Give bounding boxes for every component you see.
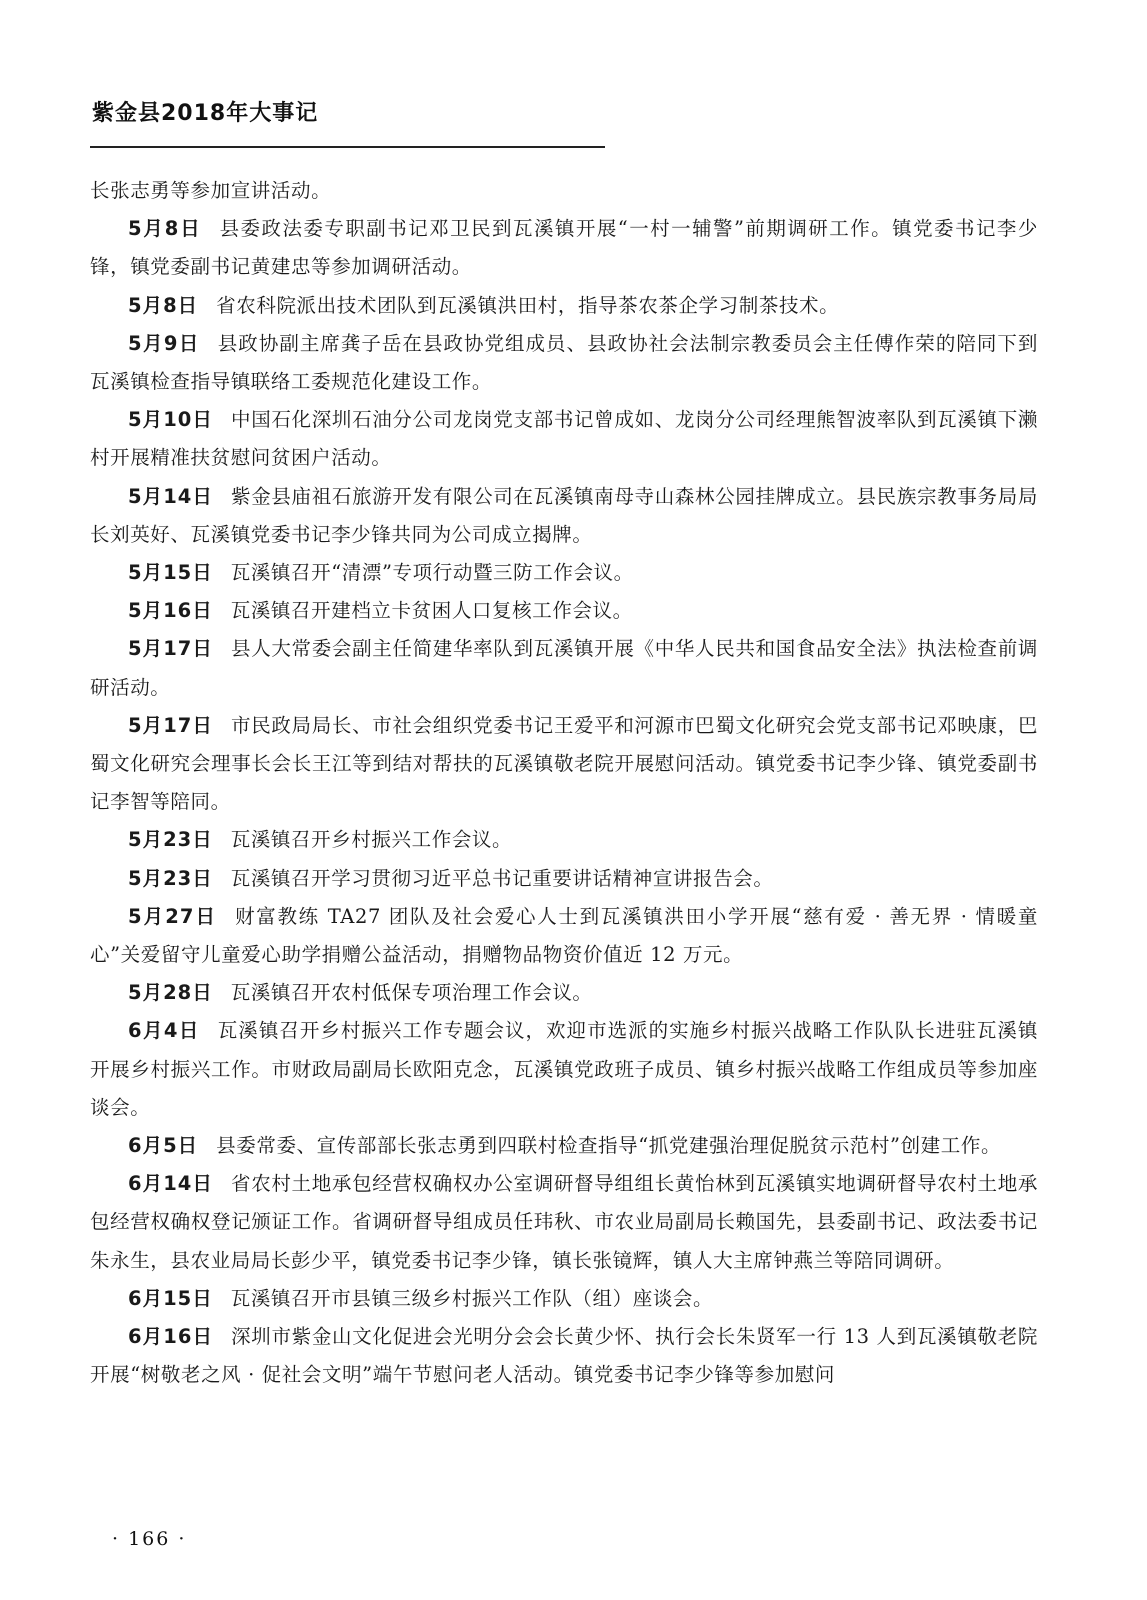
entry-date: 5月17日 bbox=[128, 637, 214, 661]
entry-date: 6月4日 bbox=[128, 1019, 200, 1043]
entry-text: 省农科院派出技术团队到瓦溪镇洪田村，指导茶农茶企学习制茶技术。 bbox=[216, 293, 840, 317]
entry-date: 5月14日 bbox=[128, 484, 214, 508]
entry-text: 县人大常委会副主任简建华率队到瓦溪镇开展《中华人民共和国食品安全法》执法检查前调研活动。 bbox=[90, 637, 1038, 699]
entry bbox=[90, 401, 1038, 477]
entry-text: 县政协副主席龚子岳在县政协党组成员、县政协社会法制宗教委员会主任傅作荣的陪同下到瓦溪镇检查指导镇联络工委规范化建设工作。 bbox=[90, 331, 1038, 394]
entry-date: 6月5日 bbox=[128, 1134, 199, 1158]
entry bbox=[90, 554, 1038, 592]
entry-date: 6月14日 bbox=[128, 1172, 214, 1196]
entry-date: 6月15日 bbox=[128, 1286, 213, 1310]
entry-text: 县委政法委专职副书记邓卫民到瓦溪镇开展“一村一辅警”前期调研工作。镇党委书记李少锋，镇党委副书记黄建忠等参加调研活动。 bbox=[90, 217, 1038, 279]
entry bbox=[90, 1280, 1038, 1318]
chronicle-body bbox=[90, 172, 1038, 1395]
entry-text: 瓦溪镇召开“清漂”专项行动暨三防工作会议。 bbox=[230, 561, 634, 585]
entry bbox=[90, 1165, 1038, 1280]
entry-text: 财富教练 TA27 团队及社会爱心人士到瓦溪镇洪田小学开展“慈有爱 · 善无界 · 情暖童心”关爱留守儿童爱心助学捐赠公益活动，捐赠物品物资价值近 12 万元。 bbox=[90, 904, 1038, 967]
entry-text: 瓦溪镇召开市县镇三级乡村振兴工作队（组）座谈会。 bbox=[230, 1286, 714, 1310]
entry-date: 6月16日 bbox=[128, 1325, 214, 1349]
entry-date: 5月15日 bbox=[128, 561, 213, 585]
entry-date: 5月8日 bbox=[128, 217, 202, 241]
entry-date: 5月23日 bbox=[128, 866, 213, 890]
entry bbox=[90, 1012, 1038, 1127]
entry bbox=[90, 287, 1038, 325]
continued-paragraph: 长张志勇等参加宣讲活动。 bbox=[90, 179, 332, 202]
header-rule bbox=[90, 146, 605, 148]
entry bbox=[90, 898, 1038, 974]
entry-date: 5月28日 bbox=[128, 981, 213, 1005]
entry bbox=[90, 592, 1038, 630]
entry-text: 瓦溪镇召开农村低保专项治理工作会议。 bbox=[230, 981, 593, 1005]
entry-text: 瓦溪镇召开学习贯彻习近平总书记重要讲话精神宣讲报告会。 bbox=[230, 866, 774, 890]
entry-text: 深圳市紫金山文化促进会光明分会会长黄少怀、执行会长朱贤军一行 13 人到瓦溪镇敬老院开展“树敬老之风 · 促社会文明”端午节慰问老人活动。镇党委书记李少锋等参加慰问 bbox=[90, 1325, 1038, 1387]
entry-date: 5月8日 bbox=[128, 293, 199, 317]
entry bbox=[90, 821, 1038, 859]
entry-text: 瓦溪镇召开建档立卡贫困人口复核工作会议。 bbox=[230, 599, 633, 623]
running-header: 紫金县2018年大事记 bbox=[92, 101, 319, 126]
entry bbox=[90, 860, 1038, 898]
entry bbox=[90, 210, 1038, 286]
entry-date: 5月27日 bbox=[128, 904, 218, 928]
entry-text: 省农村土地承包经营权确权办公室调研督导组组长黄怡林到瓦溪镇实地调研督导农村土地承包经营权确权登记颁证工作。省调研督导组成员任玮秋、市农业局副局长赖国先，县委副书记、政法委书记朱永生，县农业局局长彭少平，镇党委书记李少锋，镇长张镜辉，镇人大主席钟燕兰等陪同调研。 bbox=[90, 1172, 1038, 1272]
entry-date: 5月9日 bbox=[128, 331, 200, 355]
entry bbox=[90, 1318, 1038, 1394]
entry bbox=[90, 325, 1038, 401]
entry bbox=[90, 478, 1038, 554]
entry-date: 5月10日 bbox=[128, 408, 214, 432]
entry-text: 县委常委、宣传部部长张志勇到四联村检查指导“抓党建强治理促脱贫示范村”创建工作。 bbox=[216, 1134, 1002, 1158]
entry-date: 5月17日 bbox=[128, 713, 214, 737]
page-number: · 166 · bbox=[112, 1528, 187, 1550]
entry-text: 市民政局局长、市社会组织党委书记王爱平和河源市巴蜀文化研究会党支部书记邓映康，巴蜀文化研究会理事长会长王江等到结对帮扶的瓦溪镇敬老院开展慰问活动。镇党委书记李少锋、镇党委副书记李智等陪同。 bbox=[90, 713, 1038, 814]
entry bbox=[90, 707, 1038, 822]
entry-text: 中国石化深圳石油分公司龙岗党支部书记曾成如、龙岗分公司经理熊智波率队到瓦溪镇下濑村开展精准扶贫慰问贫困户活动。 bbox=[90, 408, 1038, 470]
entry-date: 5月23日 bbox=[128, 828, 213, 852]
entry-text: 瓦溪镇召开乡村振兴工作专题会议，欢迎市选派的实施乡村振兴战略工作队队长进驻瓦溪镇开展乡村振兴工作。市财政局副局长欧阳克念，瓦溪镇党政班子成员、镇乡村振兴战略工作组成员等参加座谈会。 bbox=[90, 1019, 1038, 1119]
entry bbox=[90, 974, 1038, 1012]
entry bbox=[90, 630, 1038, 706]
entry-date: 5月16日 bbox=[128, 599, 213, 623]
entry bbox=[90, 1127, 1038, 1165]
entry-text: 紫金县庙祖石旅游开发有限公司在瓦溪镇南母寺山森林公园挂牌成立。县民族宗教事务局局长刘英好、瓦溪镇党委书记李少锋共同为公司成立揭牌。 bbox=[90, 484, 1038, 546]
entry-text: 瓦溪镇召开乡村振兴工作会议。 bbox=[230, 828, 513, 852]
